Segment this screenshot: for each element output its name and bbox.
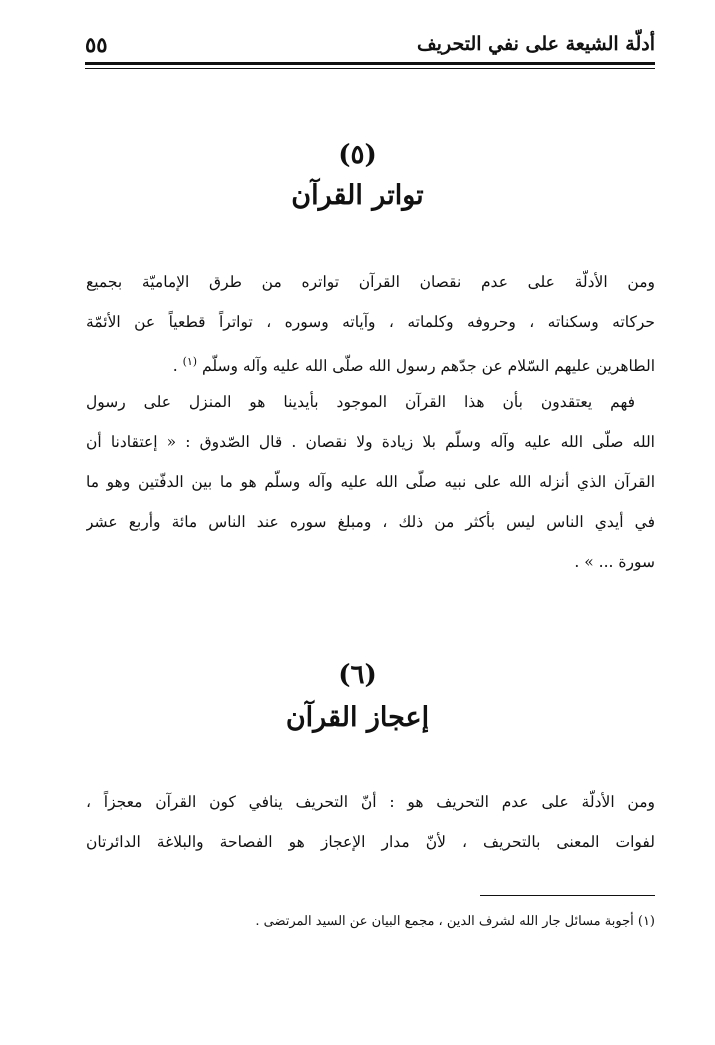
- paragraph-line: القرآن الذي أنزله الله على نبيه صلّى الله عليه وآله وسلّم هو ما بين الدفّتين وهو ما: [86, 473, 655, 491]
- paragraph-line: فهم يعتقدون بأن هذا القرآن الموجود بأيدينا هو المنزل على رسول: [86, 393, 635, 411]
- header-rule-thick: [85, 62, 655, 65]
- paragraph-line-text: الطاهرين عليهم السّلام عن جدّهم رسول الله صلّى الله عليه وآله وسلّم: [202, 357, 655, 376]
- paragraph-line: لفوات المعنى بالتحريف ، لأنّ مدار الإعجاز هو الفصاحة والبلاغة الدائرتان: [86, 833, 655, 851]
- paragraph-line: ومن الأدلّة على عدم التحريف هو : أنّ التحريف ينافي كون القرآن معجزاً ،: [86, 793, 655, 811]
- section-title: تواتر القرآن: [291, 180, 424, 211]
- paragraph-line: سورة ... » .: [574, 553, 655, 571]
- paragraph-end: .: [172, 357, 183, 376]
- paragraph-line: ومن الأدلّة على عدم نقصان القرآن تواتره من طرق الإماميّة بجميع: [86, 273, 655, 291]
- footnote: (١) أجوبة مسائل جار الله لشرف الدين ، مجمع البيان عن السيد المرتضى .: [255, 914, 655, 929]
- section-number: (٥): [338, 140, 377, 170]
- paragraph: [86, 382, 655, 582]
- footnote-separator: [480, 895, 655, 896]
- footnote-reference: (١): [182, 355, 198, 368]
- page-header: [85, 28, 655, 60]
- page-number: ٥٥: [85, 31, 108, 57]
- running-title: أدلّة الشيعة على نفي التحريف: [417, 33, 655, 55]
- paragraph: [86, 262, 655, 386]
- paragraph: [86, 782, 655, 862]
- paragraph-line: حركاته وسكناته ، وحروفه وكلماته ، وآياته وسوره ، تواتراً قطعياً عن الأئمّة: [86, 313, 655, 331]
- section-number: (٦): [338, 660, 377, 690]
- header-rule-thin: [85, 68, 655, 69]
- paragraph-line: الله صلّى الله عليه وآله وسلّم بلا زيادة ولا نقصان . قال الصّدوق : « إعتقادنا أن: [86, 433, 655, 451]
- section-title: إعجاز القرآن: [285, 702, 430, 733]
- paragraph-line: [86, 342, 655, 386]
- paragraph-line: في أيدي الناس ليس بأكثر من ذلك ، ومبلغ سوره عند الناس مائة وأربع عشر: [86, 513, 655, 531]
